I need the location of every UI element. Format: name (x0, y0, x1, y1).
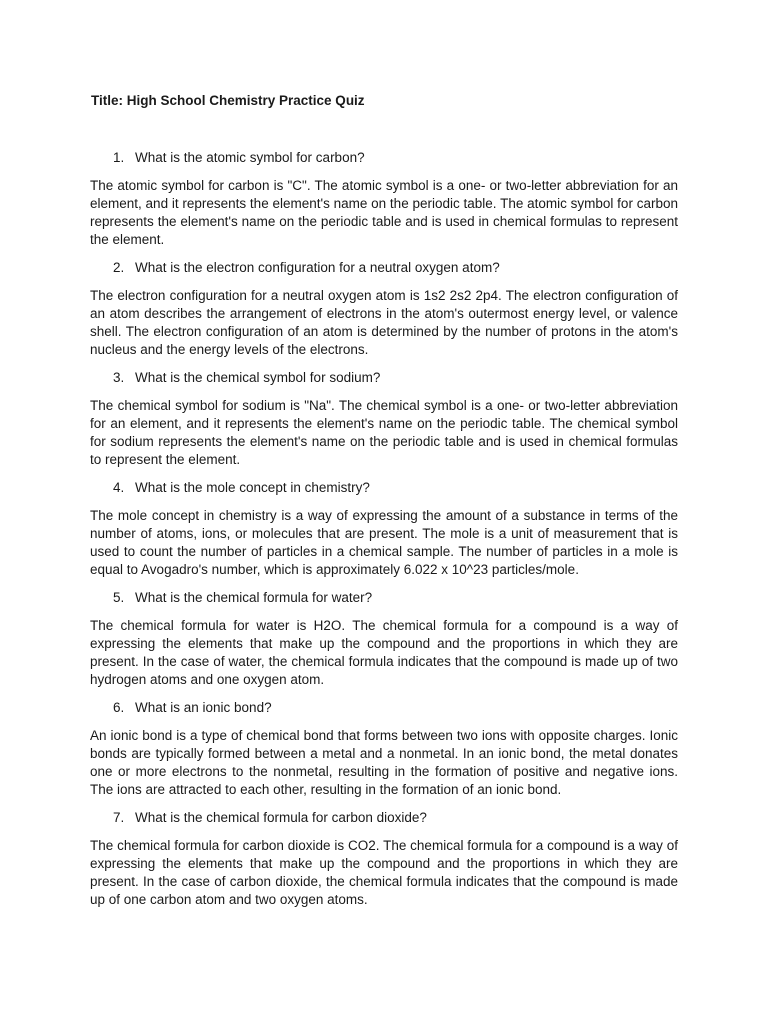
question-6 (90, 699, 678, 717)
question-number: 2. (113, 260, 125, 275)
question-text: What is the chemical formula for water? (135, 590, 373, 605)
question-4 (90, 479, 678, 497)
question-5 (90, 589, 678, 607)
question-number: 1. (113, 150, 125, 165)
quiz-content (90, 149, 678, 919)
question-number: 6. (113, 700, 125, 715)
answer-4: The mole concept in chemistry is a way of expressing the amount of a substance in terms of the number of atoms, ions, or molecules that are present. The mole is a unit of measurement that is used to count the number of particles in a chemical sample. The number of particles in a mole is equal to Avogadro's number, which is approximately 6.022 x 10^23 particles/mole. (90, 508, 678, 577)
answer-2: The electron configuration for a neutral oxygen atom is 1s2 2s2 2p4. The electron configuration of an atom describes the arrangement of electrons in the atom's outermost energy level, or valence shell. The electron configuration of an atom is determined by the number of protons in the atom's nucleus and the energy levels of the electrons. (90, 288, 678, 357)
question-text: What is an ionic bond? (135, 700, 272, 715)
question-3 (90, 369, 678, 387)
question-text: What is the chemical formula for carbon dioxide? (135, 810, 427, 825)
question-7 (90, 809, 678, 827)
answer-3: The chemical symbol for sodium is "Na". The chemical symbol is a one- or two-letter abbreviation for an element, and it represents the element's name on the periodic table. The chemical symbol for sodium represents the element's name on the periodic table and is used in chemical formulas to represent the element. (90, 398, 678, 467)
answer-1: The atomic symbol for carbon is "C". The atomic symbol is a one- or two-letter abbreviation for an element, and it represents the element's name on the periodic table. The atomic symbol for carbon represents the element's name on the periodic table and is used in chemical formulas to represent the element. (90, 178, 678, 247)
answer-5: The chemical formula for water is H2O. The chemical formula for a compound is a way of expressing the elements that make up the compound and the proportions in which they are present. In the case of water, the chemical formula indicates that the compound is made up of two hydrogen atoms and one oxygen atom. (90, 618, 678, 687)
document-title: Title: High School Chemistry Practice Quiz (91, 93, 365, 108)
question-number: 4. (113, 480, 125, 495)
question-text: What is the chemical symbol for sodium? (135, 370, 381, 385)
question-1 (90, 149, 678, 167)
question-2 (90, 259, 678, 277)
question-text: What is the electron configuration for a neutral oxygen atom? (135, 260, 500, 275)
answer-6: An ionic bond is a type of chemical bond that forms between two ions with opposite charges. Ionic bonds are typically formed between a metal and a nonmetal. In an ionic bond, the metal donates one or more electrons to the nonmetal, resulting in the formation of positive and negative ions. The ions are attracted to each other, resulting in the formation of an ionic bond. (90, 728, 678, 797)
question-number: 7. (113, 810, 125, 825)
answer-7: The chemical formula for carbon dioxide is CO2. The chemical formula for a compound is a way of expressing the elements that make up the compound and the proportions in which they are present. In the case of carbon dioxide, the chemical formula indicates that the compound is made up of one carbon atom and two oxygen atoms. (90, 838, 678, 907)
question-number: 5. (113, 590, 125, 605)
question-text: What is the atomic symbol for carbon? (135, 150, 365, 165)
question-number: 3. (113, 370, 125, 385)
question-text: What is the mole concept in chemistry? (135, 480, 370, 495)
